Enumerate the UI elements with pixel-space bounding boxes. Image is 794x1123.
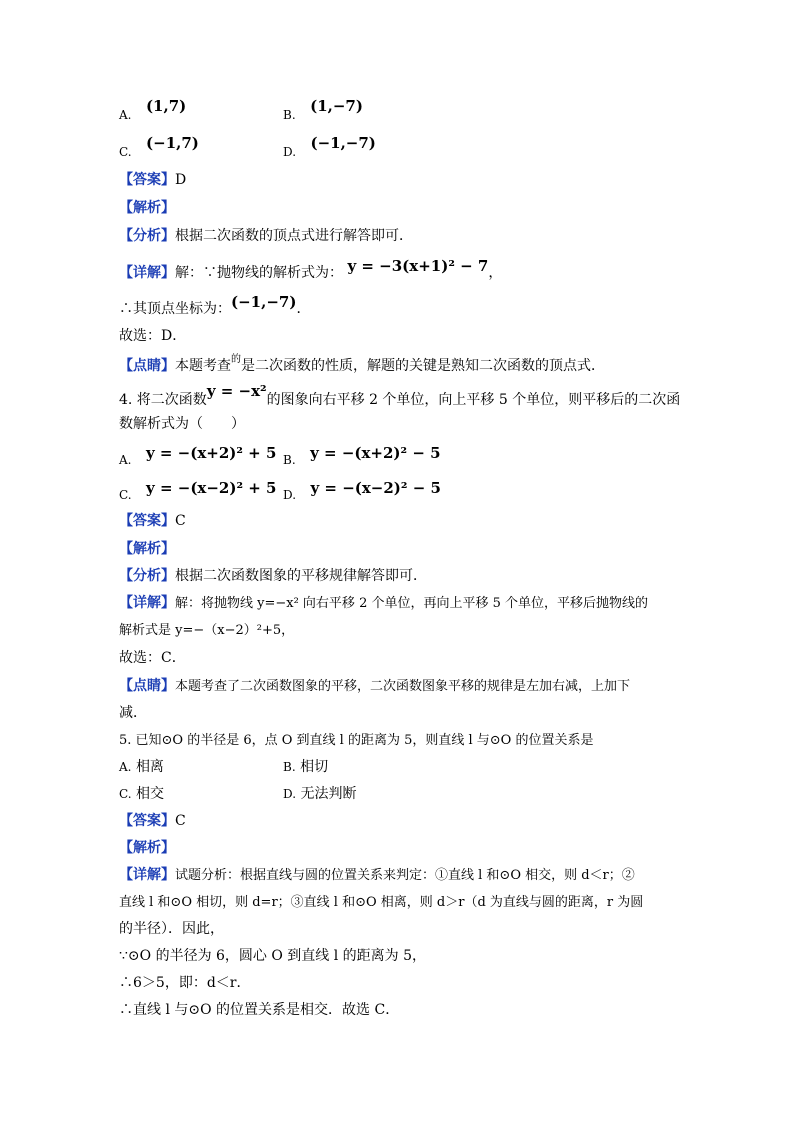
option-value: (1,−7) — [310, 97, 363, 115]
q4-detail-cont: 解析式是 y=−（x−2）²+5， — [119, 623, 295, 638]
q4-option-d: D. y = −(x−2)² − 5 — [283, 479, 441, 502]
q5-detail-cont2: 的半径）．因此， — [119, 921, 224, 937]
q3-comment: 【点睛】本题考查$^的$是二次函数的性质，解题的关键是熟知二次函数的顶点式． — [119, 354, 605, 374]
q4-choose: 故选：C． — [119, 650, 186, 666]
q3-detail: 【详解】解：∵抛物线的解析式为： y = −3(x+1)² − 7， — [119, 257, 503, 281]
option-value: (−1,−7) — [310, 134, 376, 152]
q3-answer — [119, 170, 186, 190]
option-letter: B. — [283, 108, 296, 122]
stem-formula: y = −x² — [206, 382, 267, 400]
q5-answer: 【答案】C — [119, 813, 186, 829]
q3-analysis-label: 【解析】 — [119, 200, 175, 216]
q3-option-a — [119, 97, 187, 125]
q5-option-d: D. 无法判断 — [283, 786, 357, 802]
q3-choose: 故选：D． — [119, 328, 187, 344]
q3-option-b — [283, 97, 363, 125]
option-letter: D. — [283, 145, 297, 159]
q5-line-4: ∵⊙O 的半径为 6，圆心 O 到直线 l 的距离为 5， — [119, 948, 427, 964]
q5-line-6: ∴直线 l 与⊙O 的位置关系是相交．故选 C． — [119, 1002, 400, 1018]
q5-detail: 【详解】试题分析：根据直线与圆的位置关系来判定：①直线 l 和⊙O 相交，则 d＜r；② — [119, 867, 635, 883]
q4-option-c: C. y = −(x−2)² + 5 — [119, 479, 277, 502]
option-value: (1,7) — [145, 97, 187, 115]
q3-option-d — [283, 134, 376, 162]
q5-option-c: C. 相交 — [119, 786, 165, 802]
q4-answer: 【答案】C — [119, 513, 186, 529]
option-letter: C. — [119, 145, 132, 159]
detail-formula: y = −3(x+1)² − 7 — [347, 257, 489, 275]
q4-comment-cont: 减． — [119, 705, 147, 721]
option-value: (−1,7) — [146, 134, 199, 152]
vertex-value: (−1,−7) — [231, 293, 297, 311]
answer-value: D — [175, 172, 187, 188]
q3-fenxi: 【分析】根据二次函数的顶点式进行解答即可． — [119, 228, 413, 244]
q4-option-b: B. y = −(x+2)² − 5 — [283, 444, 441, 467]
q4-detail: 【详解】解：将抛物线 y=−x² 向右平移 2 个单位，再向上平移 5 个单位，平移后抛物线的 — [119, 595, 649, 611]
q5-option-b: B. 相切 — [283, 759, 329, 775]
q5-line-5: ∴6＞5，即：d＜r． — [119, 975, 251, 991]
q4-option-a: A. y = −(x+2)² + 5 — [119, 444, 277, 467]
q3-vertex: ∴其顶点坐标为：(−1,−7)． — [119, 293, 311, 317]
q4-stem-cont: 数解析式为（ ） — [119, 416, 245, 432]
q5-analysis-label: 【解析】 — [119, 840, 175, 856]
q5-detail-cont1: 直线 l 和⊙O 相切，则 d=r；③直线 l 和⊙O 相离，则 d＞r（d 为直线与圆的距离，r 为圆 — [119, 895, 644, 910]
q4-comment: 【点睛】本题考查了二次函数图象的平移，二次函数图象平移的规律是左加右减，上加下 — [119, 678, 631, 694]
option-letter: A. — [119, 108, 132, 122]
q3-option-c — [119, 134, 199, 162]
q5-option-a: A. 相离 — [119, 759, 164, 775]
q4-stem: 4. 将二次函数y = −x²的图象向右平移 2 个单位，向上平移 5 个单位，则平移后的二次函 — [119, 382, 681, 408]
q4-analysis-label: 【解析】 — [119, 541, 175, 557]
q4-fenxi: 【分析】根据二次函数图象的平移规律解答即可． — [119, 568, 427, 584]
answer-label: 【答案】 — [119, 172, 175, 188]
q5-stem: 5. 已知⊙O 的半径是 6，点 O 到直线 l 的距离为 5，则直线 l 与⊙O 的位置关系是 — [119, 733, 594, 748]
